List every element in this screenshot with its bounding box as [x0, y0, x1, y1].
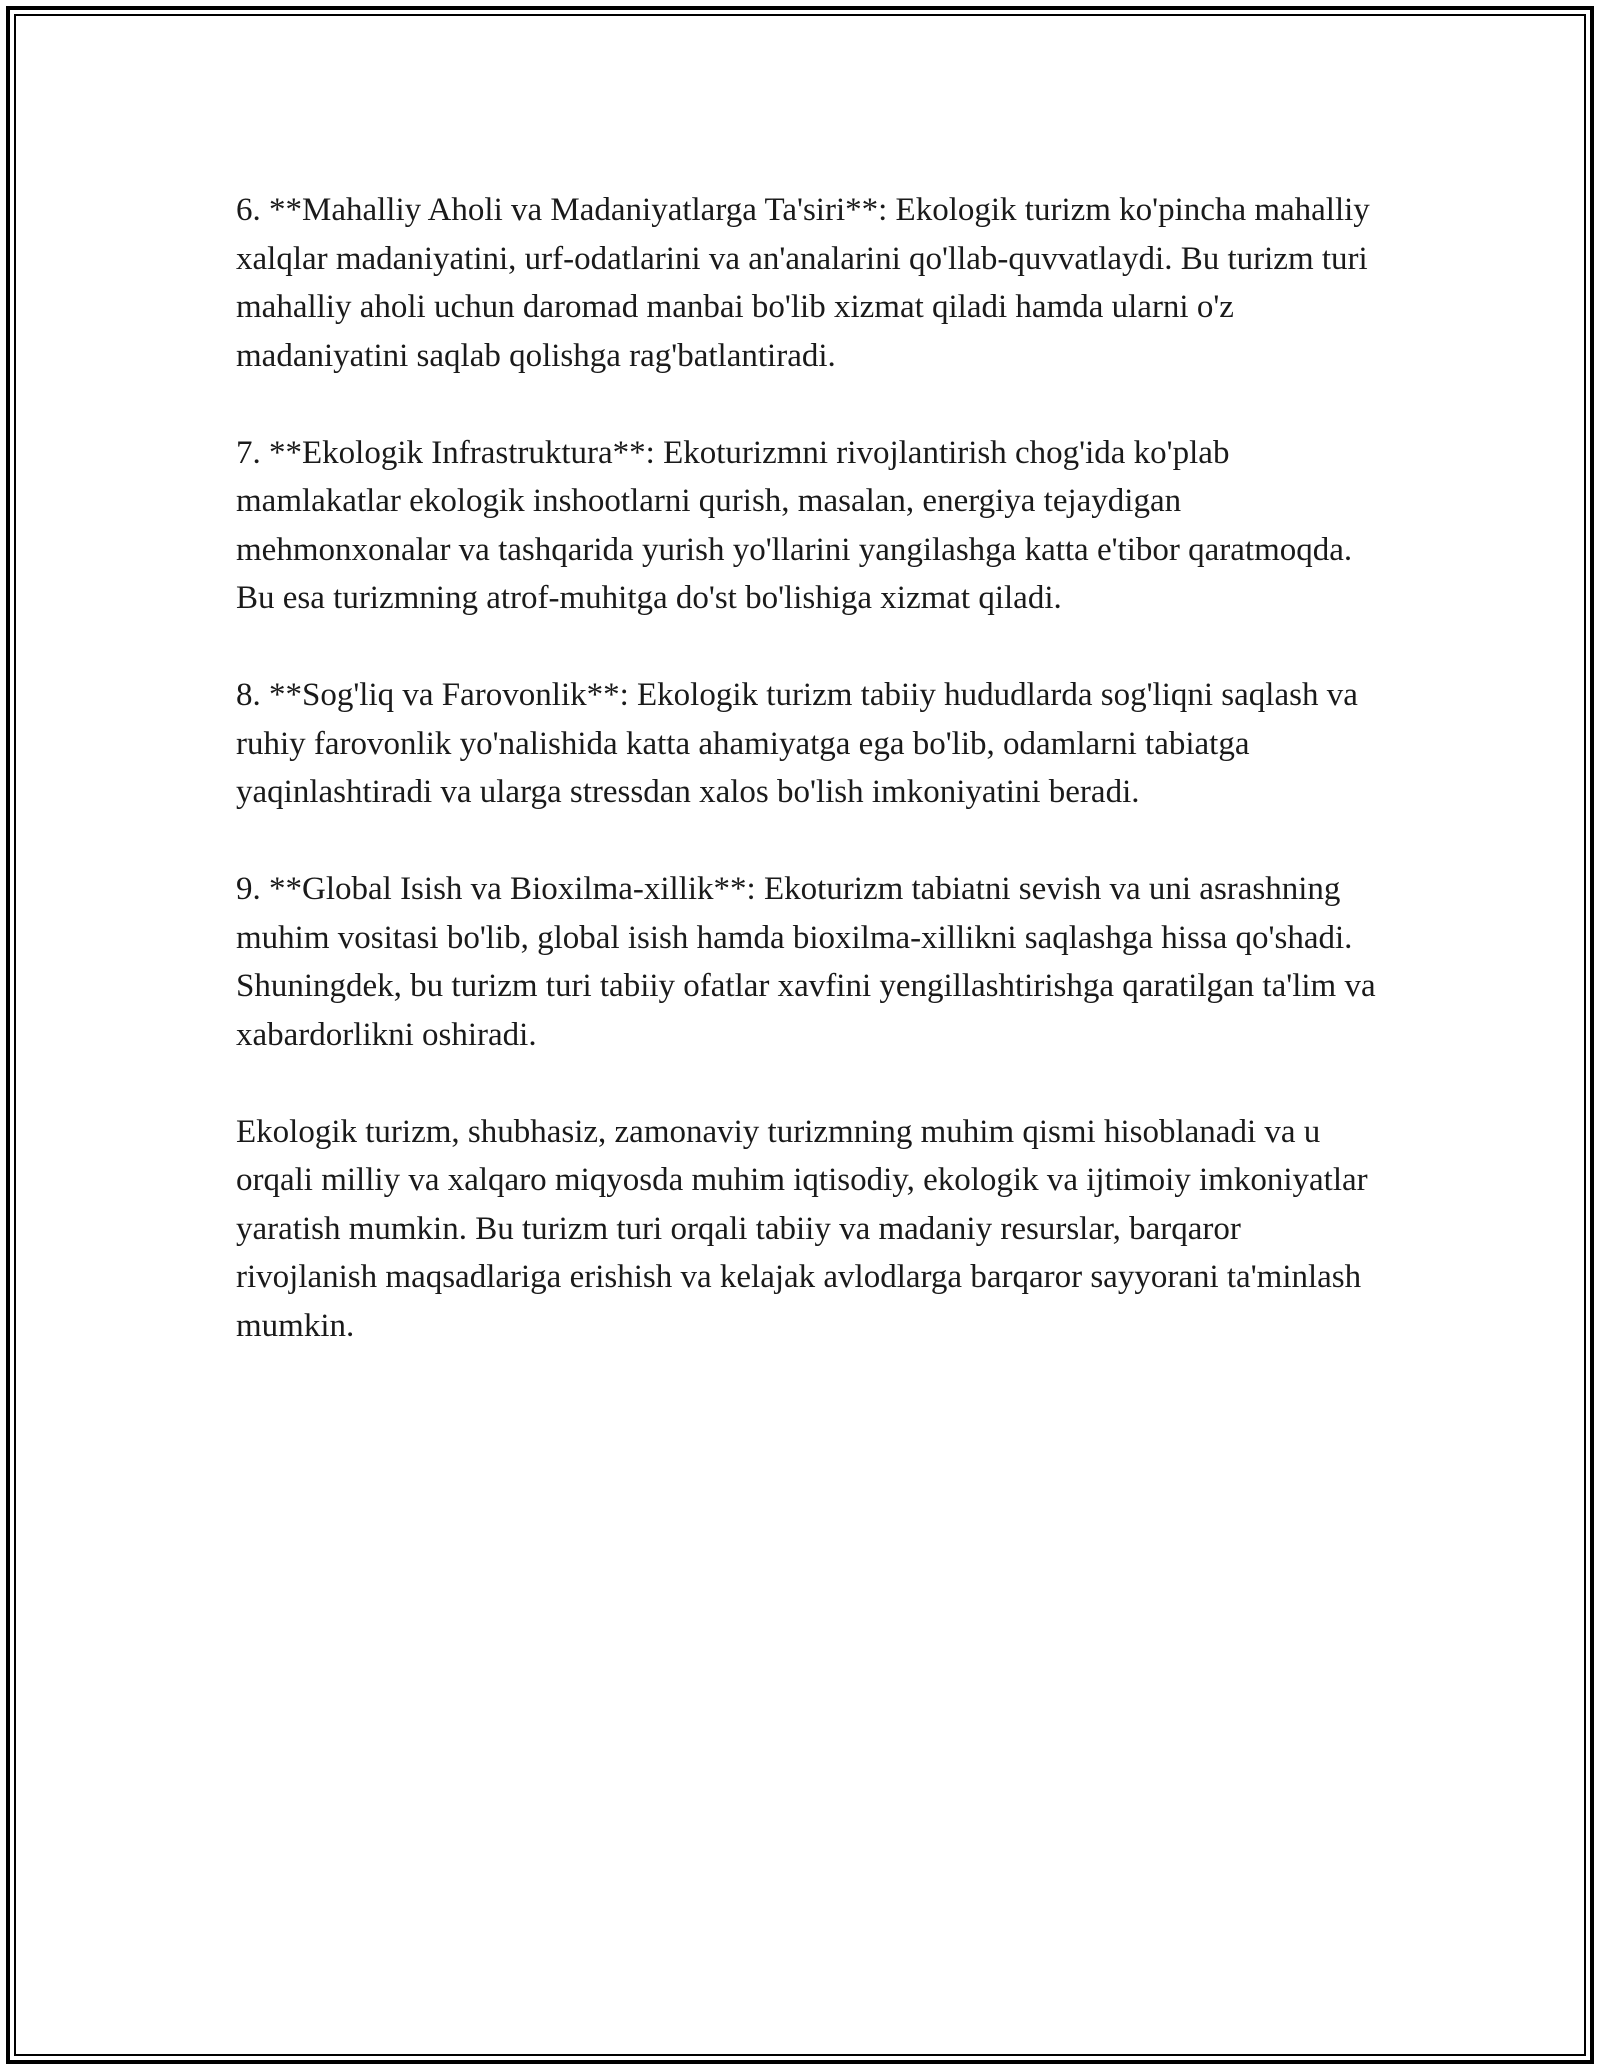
paragraph-local-population: 6. **Mahalliy Aholi va Madaniyatlarga Ta'siri**: Ekologik turizm ko'pincha mahalliy xalqlar madaniyatini, urf-odatlarini va an'analarini qo'llab-quvvatlaydi. Bu turizm turi mahalliy aholi uchun daromad manbai bo'lib xizmat qiladi hamda ularni o'z madaniyatini saqlab qolishga rag'batlantiradi.	[236, 192, 1370, 374]
paragraph-ecological-infrastructure: 7. **Ekologik Infrastruktura**: Ekoturizmni rivojlantirish chog'ida ko'plab mamlakatlar ekologik inshootlarni qurish, masalan, energiya tejaydigan mehmonxonalar va tashqarida yurish yo'llarini yangilashga katta e'tibor qaratmoqda. Bu esa turizmning atrof-muhitga do'st bo'lishiga xizmat qiladi.	[236, 434, 1353, 616]
paragraph-conclusion: Ekologik turizm, shubhasiz, zamonaviy turizmning muhim qismi hisoblanadi va u orqali milliy va xalqaro miqyosda muhim iqtisodiy, ekologik va ijtimoiy imkoniyatlar yaratish mumkin. Bu turizm turi orqali tabiiy va madaniy resurslar, barqaror rivojlanish maqsadlariga erishish va kelajak avlodlarga barqaror sayyorani ta'minlash mumkin.	[236, 1113, 1368, 1344]
document-body	[236, 186, 1376, 1399]
paragraph-global-warming-biodiversity: 9. **Global Isish va Bioxilma-xillik**: Ekoturizm tabiatni sevish va uni asrashning muhim vositasi bo'lib, global isish hamda bioxilma-xillikni saqlashga hissa qo'shadi. Shuningdek, bu turizm turi tabiiy ofatlar xavfini yengillashtirishga qaratilgan ta'lim va xabardorlikni oshiradi.	[236, 871, 1376, 1053]
paragraph-health-wellbeing: 8. **Sog'liq va Farovonlik**: Ekologik turizm tabiiy hududlarda sog'liqni saqlash va ruhiy farovonlik yo'nalishida katta ahamiyatga ega bo'lib, odamlarni tabiatga yaqinlashtiradi va ularga stressdan xalos bo'lish imkoniyatini beradi.	[236, 677, 1358, 810]
